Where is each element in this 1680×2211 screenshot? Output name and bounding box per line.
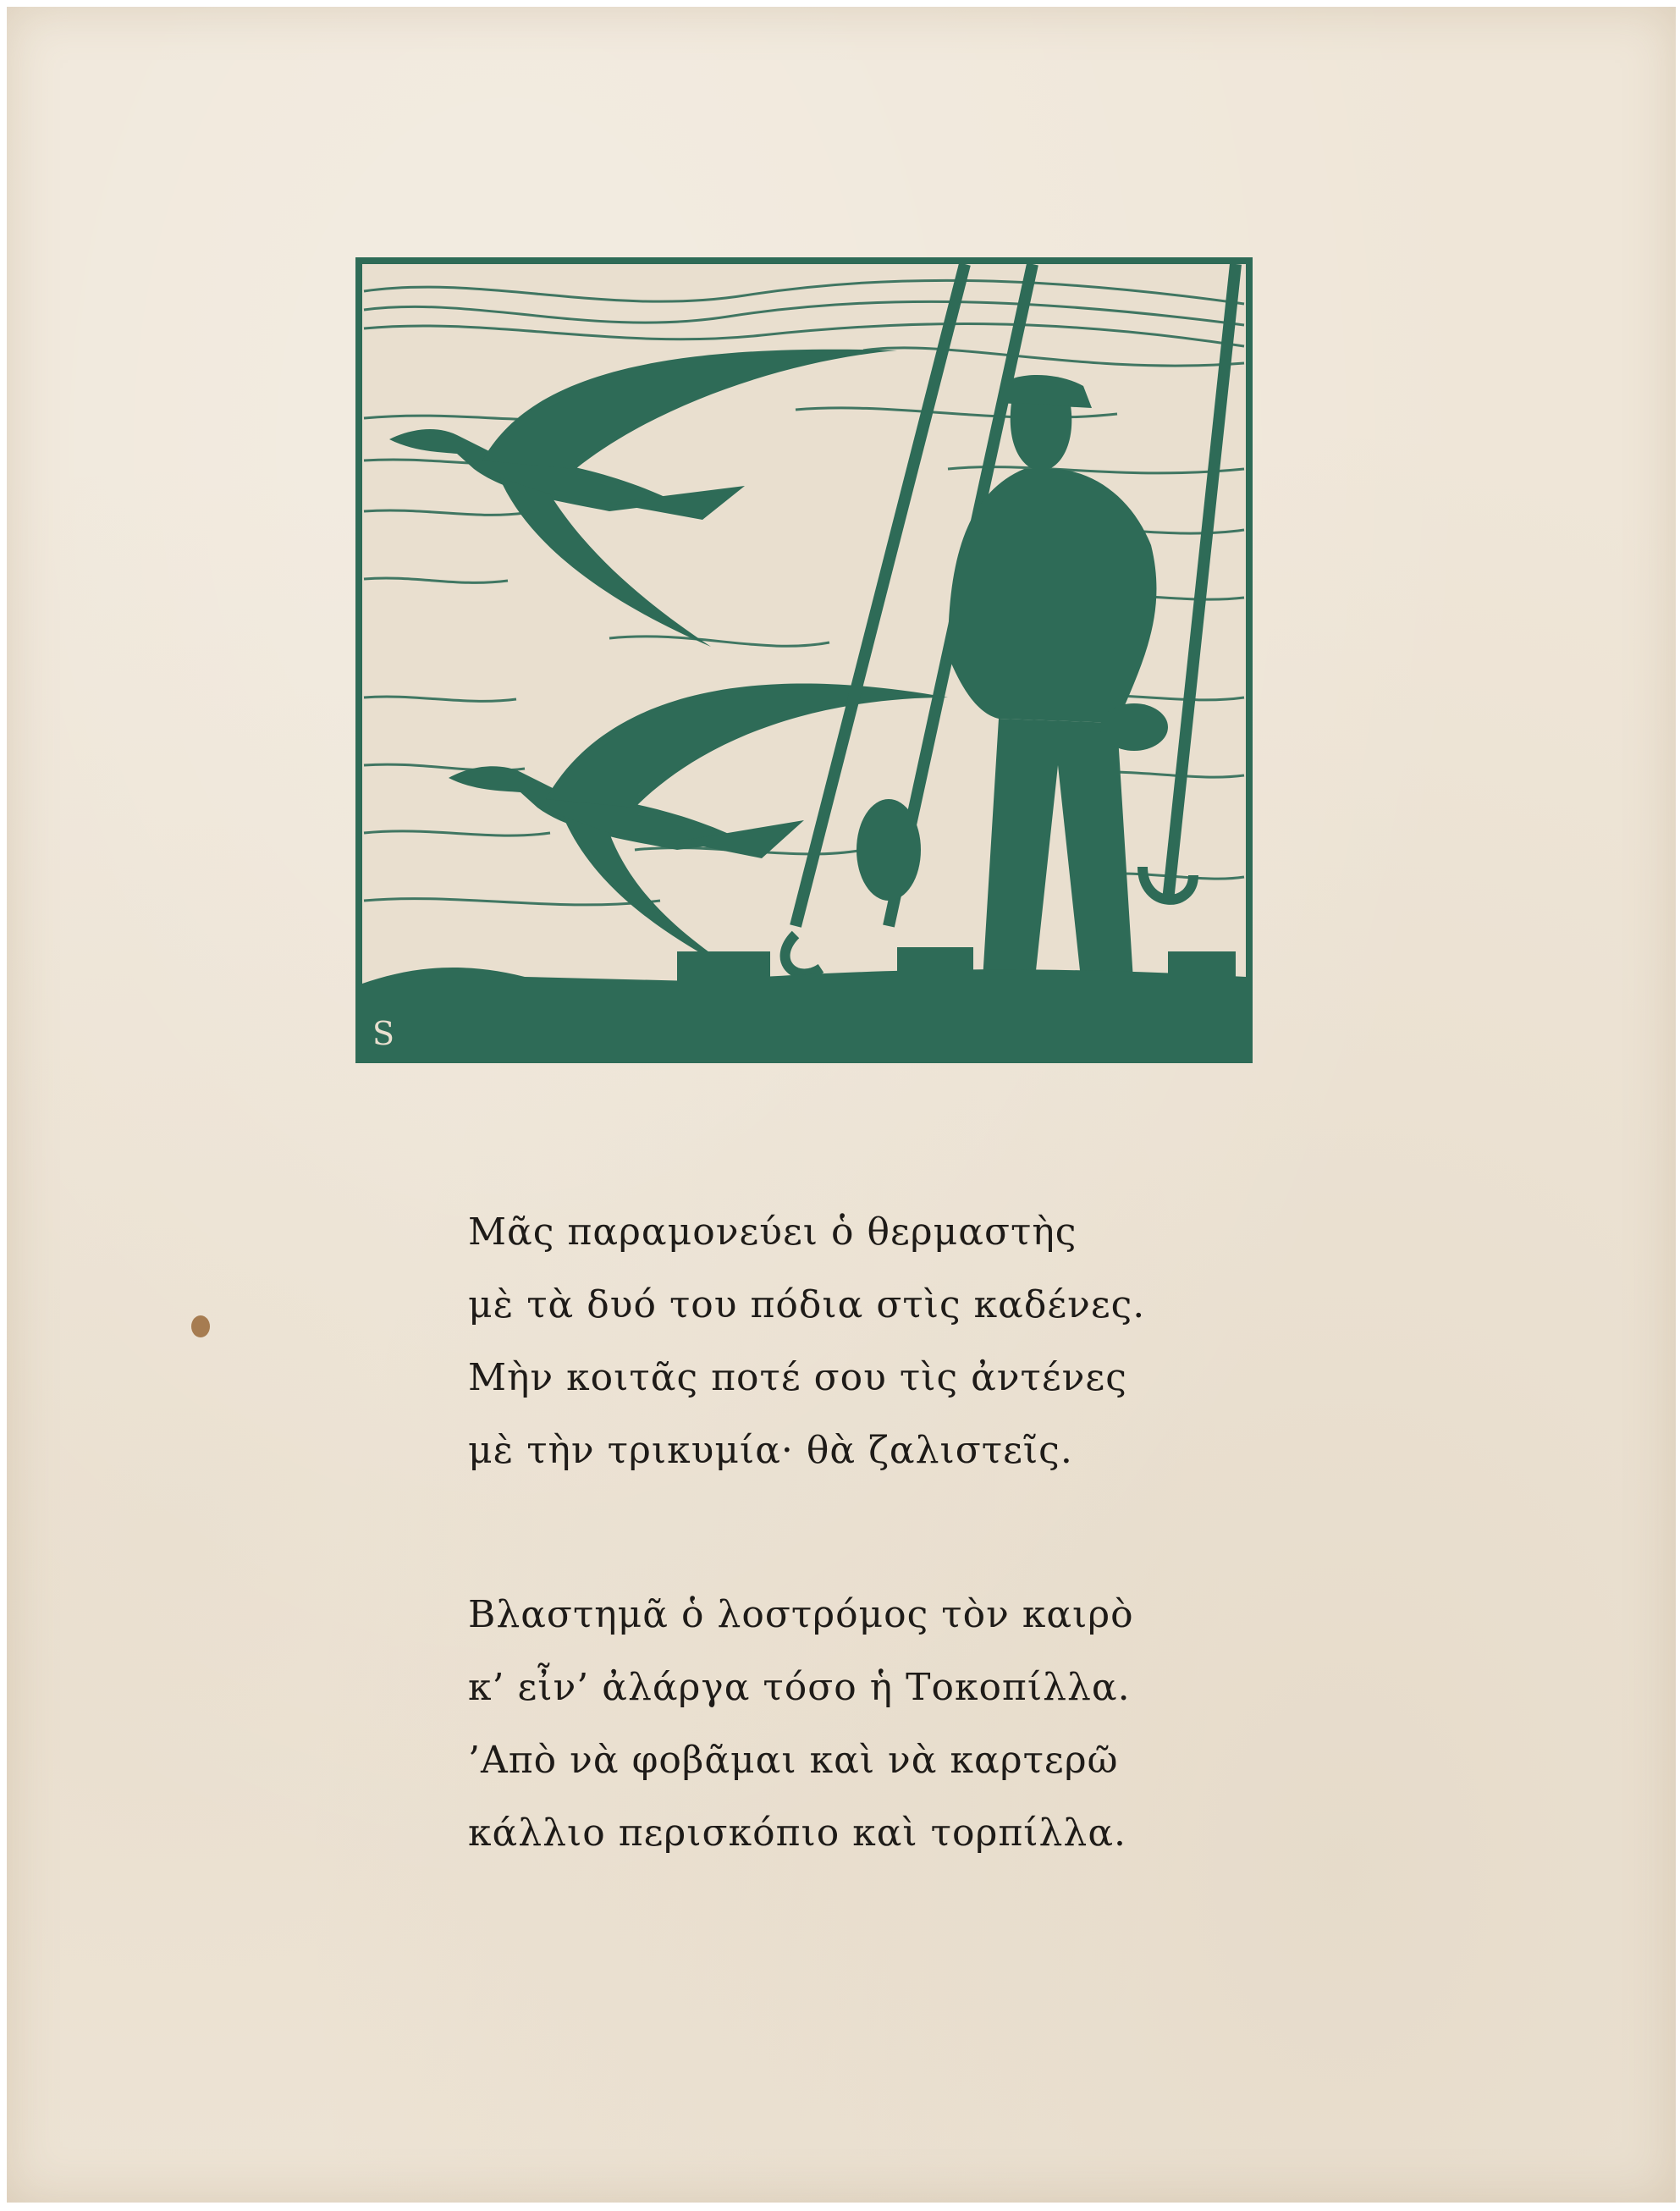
- book-page: [7, 7, 1676, 2203]
- poem-line: μὲ τὴν τρικυμία· θὰ ζαλιστεῖς.: [468, 1429, 1073, 1472]
- stanza-2: [468, 1579, 1230, 1870]
- poem-line: μὲ τὰ δυό του πόδια στὶς καδένες.: [468, 1283, 1146, 1326]
- svg-text:S: S: [372, 1015, 395, 1052]
- poem-line: ’Απὸ νὰ φοβᾶμαι καὶ νὰ καρτερῶ: [468, 1739, 1119, 1782]
- paper-stain: [191, 1315, 210, 1337]
- poem-line: κάλλιο περισκόπιο καὶ τορπίλλα.: [468, 1811, 1127, 1855]
- poem-line: Μὴν κοιτᾶς ποτέ σου τὶς ἀντένες: [468, 1356, 1127, 1399]
- poem-line: κ’ εἶν’ ἀλάργα τόσο ἡ Τοκοπίλλα.: [468, 1666, 1131, 1709]
- poem: [468, 1196, 1230, 1961]
- woodcut-illustration: [355, 257, 1253, 1063]
- poem-line: Μᾶς παραμονεύει ὁ θερμαστὴς: [468, 1210, 1077, 1254]
- poem-line: Βλαστημᾶ ὁ λοστρόμος τὸν καιρὸ: [468, 1593, 1134, 1636]
- stanza-1: [468, 1196, 1230, 1487]
